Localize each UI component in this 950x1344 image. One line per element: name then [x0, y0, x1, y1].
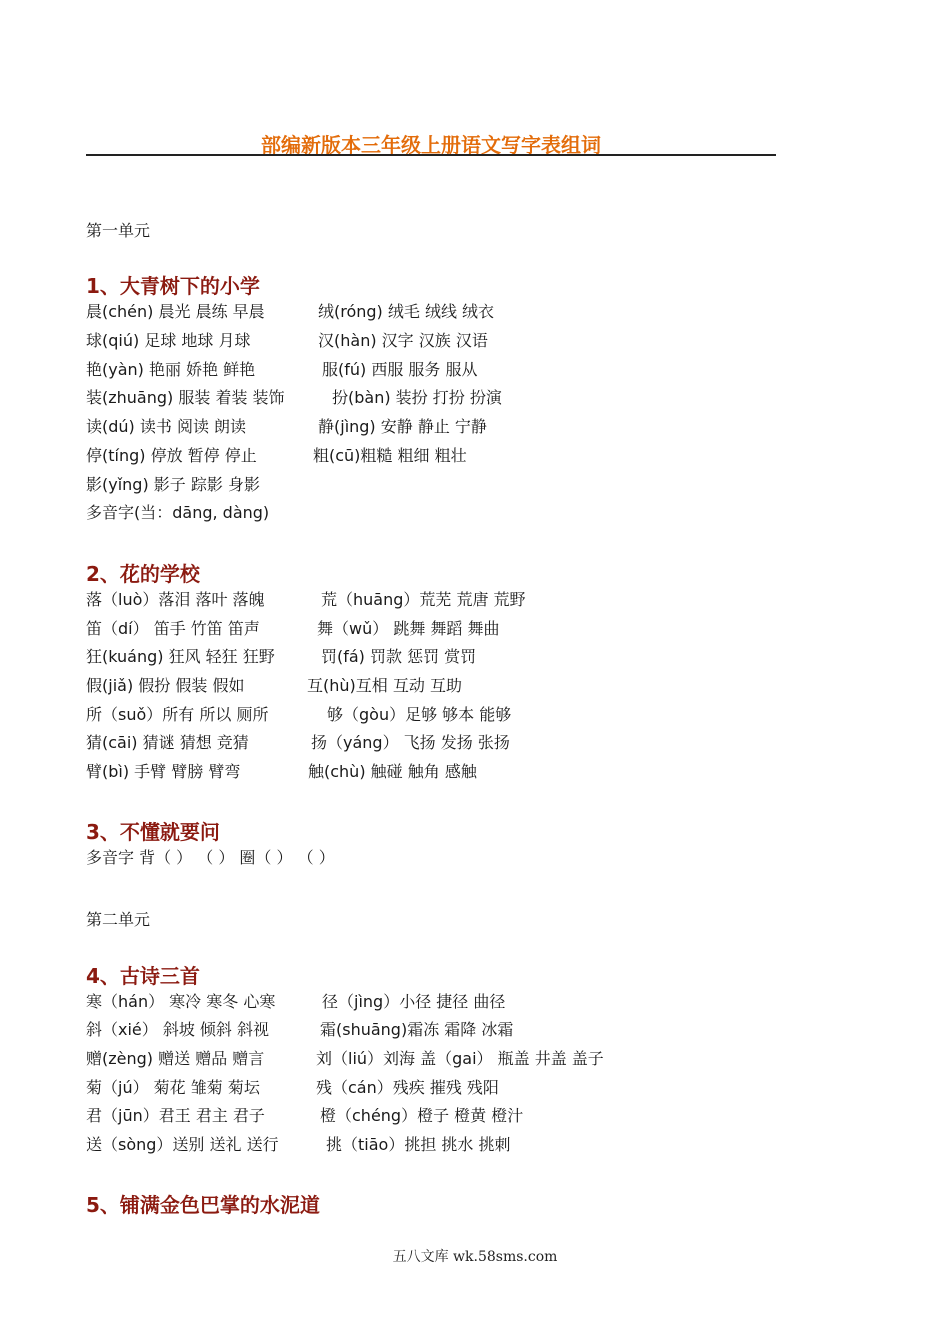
word-entry-left: 读(dú) 读书 阅读 朗读 [86, 417, 247, 436]
word-entry-left: 君（jūn）君王 君主 君子 [86, 1106, 265, 1125]
word-entry-left: 菊（jú） 菊花 雏菊 菊坛 [86, 1078, 260, 1097]
word-entry-right: 绒(róng) 绒毛 绒线 绒衣 [318, 302, 495, 321]
word-entry-left: 狂(kuáng) 狂风 轻狂 狂野 [86, 647, 275, 666]
polyphone-exercise: 多音字 背（ ） （ ） 圈（ ） （ ） [86, 848, 335, 867]
word-entry-left: 笛（dí） 笛手 竹笛 笛声 [86, 619, 260, 638]
word-entry-right: 静(jìng) 安静 静止 宁静 [318, 417, 487, 436]
word-entry-right: 舞（wǔ） 跳舞 舞蹈 舞曲 [317, 619, 500, 638]
word-entry-left: 艳(yàn) 艳丽 娇艳 鲜艳 [86, 360, 256, 379]
word-entry-right: 汉(hàn) 汉字 汉族 汉语 [318, 331, 488, 350]
lesson-heading: 4、古诗三首 [86, 964, 200, 988]
word-entry-left: 寒（hán） 寒冷 寒冬 心寒 [86, 992, 276, 1011]
word-entry-right: 荒（huāng）荒芜 荒唐 荒野 [321, 590, 526, 609]
word-entry-left: 晨(chén) 晨光 晨练 早晨 [86, 302, 265, 321]
word-entry-left: 球(qiú) 足球 地球 月球 [86, 331, 251, 350]
title-divider [86, 154, 776, 156]
word-entry-right: 残（cán）残疾 摧残 残阳 [316, 1078, 499, 1097]
word-entry-right: 扬（yáng） 飞扬 发扬 张扬 [311, 733, 510, 752]
unit-heading-2: 第二单元 [86, 910, 151, 929]
word-entry-left: 假(jiǎ) 假扮 假装 假如 [86, 676, 245, 695]
word-entry-right: 服(fú) 西服 服务 服从 [322, 360, 478, 379]
word-entry-left: 赠(zèng) 赠送 赠品 赠言 [86, 1049, 265, 1068]
word-entry-left: 斜（xié） 斜坡 倾斜 斜视 [86, 1020, 270, 1039]
word-entry-left: 所（suǒ）所有 所以 厕所 [86, 705, 269, 724]
word-entry-right: 橙（chéng）橙子 橙黄 橙汁 [320, 1106, 524, 1125]
word-entry-left: 停(tíng) 停放 暂停 停止 [86, 446, 257, 465]
word-entry-right: 粗(cū)粗糙 粗细 粗壮 [313, 446, 467, 465]
word-entry-right: 径（jìng）小径 捷径 曲径 [322, 992, 506, 1011]
footer-watermark: 五八文库 wk.58sms.com [392, 1249, 558, 1265]
unit-heading-1: 第一单元 [86, 221, 151, 240]
word-entry-right: 刘（liú）刘海 盖（gai） 瓶盖 井盖 盖子 [316, 1049, 604, 1068]
lesson-heading: 3、不懂就要问 [86, 820, 220, 844]
word-entry-right: 霜(shuāng)霜冻 霜降 冰霜 [320, 1020, 514, 1039]
word-entry-left: 臂(bì) 手臂 臂膀 臂弯 [86, 762, 241, 781]
word-entry-left: 猜(cāi) 猜谜 猜想 竞猜 [86, 733, 249, 752]
lesson-heading: 5、铺满金色巴掌的水泥道 [86, 1193, 320, 1217]
polyphone-note: 多音字(当：dāng, dàng) [86, 503, 270, 522]
lesson-heading: 1、大青树下的小学 [86, 274, 260, 298]
word-entry-right: 互(hù)互相 互动 互助 [307, 676, 462, 695]
word-entry-left: 送（sòng）送别 送礼 送行 [86, 1135, 279, 1154]
document-title: 部编新版本三年级上册语文写字表组词 [261, 133, 601, 157]
word-entry-right: 扮(bàn) 装扮 打扮 扮演 [332, 388, 502, 407]
word-entry-right: 触(chù) 触碰 触角 感触 [308, 762, 477, 781]
word-entry-left: 影(yǐng) 影子 踪影 身影 [86, 475, 260, 494]
word-entry-right: 挑（tiāo）挑担 挑水 挑刺 [326, 1135, 511, 1154]
word-entry-left: 落（luò）落泪 落叶 落魄 [86, 590, 265, 609]
word-entry-right: 罚(fá) 罚款 惩罚 赏罚 [321, 647, 477, 666]
lesson-heading: 2、花的学校 [86, 562, 200, 586]
word-entry-left: 装(zhuāng) 服装 着装 装饰 [86, 388, 285, 407]
word-entry-right: 够（gòu）足够 够本 能够 [327, 705, 512, 724]
